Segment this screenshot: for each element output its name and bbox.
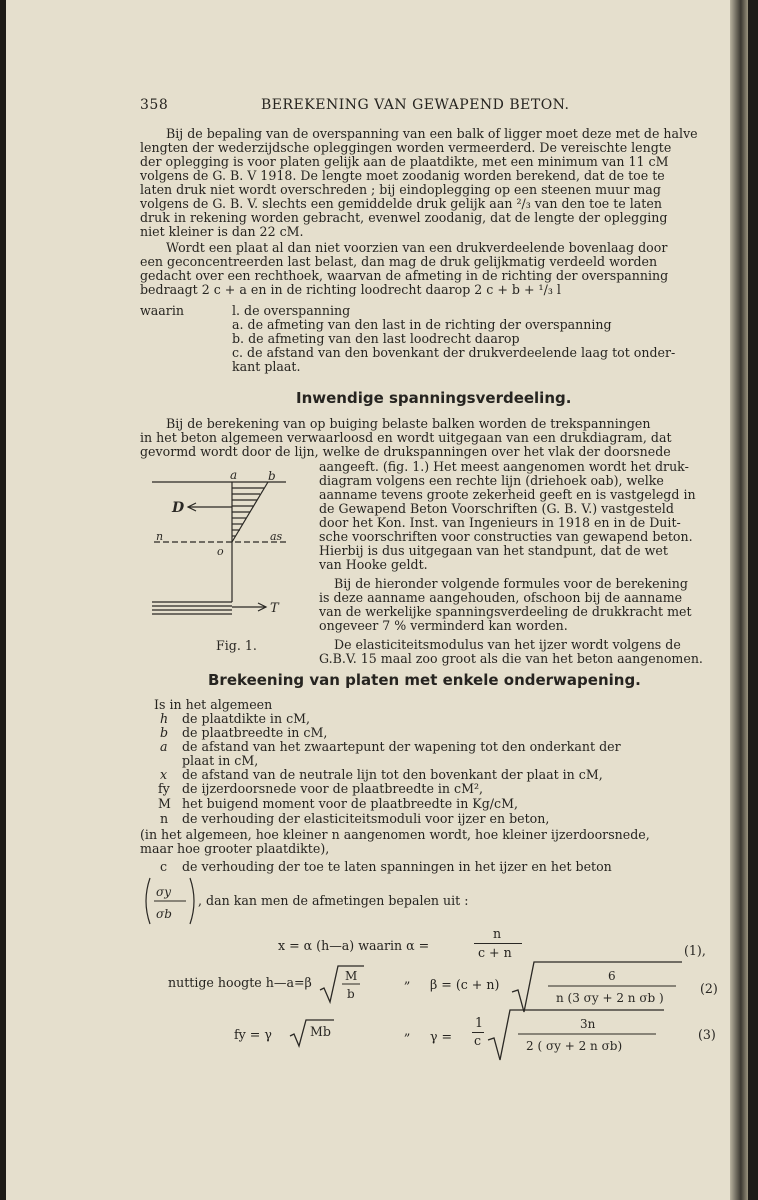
waarin-item: l. de overspanning (232, 303, 351, 318)
para4-line: is deze aanname aangehouden, ofschoon bij de aanname (319, 590, 683, 605)
page-number: 358 (140, 97, 169, 113)
para3-right-line: aanname tevens groote zekerheid geeft en is vastgelegd in (319, 487, 696, 502)
formula2-ditto: „ (404, 971, 411, 986)
para2-line: gedacht over een rechthoek, waarvan de afmeting in de richting der overspanning (140, 268, 669, 283)
formula2-left: nuttige hoogte h—a=β (168, 975, 312, 990)
label-as: as (270, 530, 283, 543)
para3-right-line: aangeeft. (fig. 1.) Het meest aangenomen wordt het druk- (319, 459, 689, 474)
label-n: n (156, 530, 164, 543)
label-b: b (268, 470, 276, 483)
def-text: de verhouding der toe te laten spanningen in het ijzer en het beton (182, 859, 612, 874)
def-symbol: h (160, 711, 169, 726)
para3-right-line: sche voorschriften voor constructies van gewapend beton. (319, 529, 693, 544)
formula1-fraction-bar (474, 943, 522, 944)
def-text: de plaatbreedte in cM, (182, 725, 328, 740)
para2-line: bedraagt 2 c + a en in de richting loodrecht daarop 2 c + b + ¹/₃ l (140, 282, 561, 297)
waarin-label: waarin (140, 303, 184, 318)
waarin-item: kant plaat. (232, 359, 301, 374)
defs-note-line: (in het algemeen, hoe kleiner n aangenomen wordt, hoe kleiner ijzerdoorsnede, (140, 827, 650, 842)
para3-right-line: door het Kon. Inst. van Ingenieurs in 1918 en in de Duit- (319, 515, 681, 530)
svg-text:b: b (347, 987, 355, 1001)
formula3-number: (3) (698, 1027, 716, 1042)
def-symbol: a (160, 739, 168, 754)
book-spine-shadow (730, 0, 748, 1200)
para4-line: van de werkelijke spanningsverdeeling de drukkracht met (319, 604, 692, 619)
svg-text:3n: 3n (580, 1017, 596, 1031)
para1-line: lengten der wederzijdsche opleggingen worden vermeerderd. De vereischte lengte (140, 140, 672, 155)
para1-line: niet kleiner is dan 22 cM. (140, 224, 304, 239)
running-head: BEREKENING VAN GEWAPEND BETON. (261, 97, 570, 113)
formula1-denominator: c + n (478, 945, 512, 960)
section-heading: Brekeening van platen met enkele onderwapening. (208, 671, 641, 689)
def-text: de afstand van de neutrale lijn tot den bovenkant der plaat in cM, (182, 767, 603, 782)
defs-intro: Is in het algemeen (154, 697, 273, 712)
def-symbol: x (160, 767, 168, 782)
svg-text:2 ( σy + 2 n σb): 2 ( σy + 2 n σb) (526, 1039, 623, 1053)
svg-text:6: 6 (608, 969, 616, 983)
para4-line: Bij de hieronder volgende formules voor de berekening (334, 576, 688, 591)
para4-line: ongeveer 7 % verminderd kan worden. (319, 618, 568, 633)
def-symbol: b (160, 725, 169, 740)
book-page (6, 0, 748, 1200)
para3-right-line: Hierbij is dus uitgegaan van het standpunt, dat de wet (319, 543, 668, 558)
para3-right-line: van Hooke geldt. (319, 557, 428, 572)
para5-line: De elasticiteitsmodulus van het ijzer wordt volgens de (334, 637, 681, 652)
para1-line: Bij de bepaling van de overspanning van een balk of ligger moet deze met de halve (166, 126, 698, 141)
para3-line: in het beton algemeen verwaarloosd en wordt uitgegaan van een drukdiagram, dat (140, 430, 672, 445)
formula2-mid: β = (c + n) (430, 977, 500, 992)
para3-line: gevormd wordt door de lijn, welke de drukspanningen over het vlak der doorsnede (140, 444, 671, 459)
formula2-radical (318, 962, 366, 1006)
def-text: plaat in cM, (182, 753, 259, 768)
figure-caption: Fig. 1. (216, 638, 257, 653)
label-T: T (270, 601, 279, 616)
svg-text:Mb: Mb (310, 1024, 331, 1039)
sigma-b: σb (156, 907, 172, 921)
para3-right-line: diagram volgens een rechte lijn (driehoek oab), welke (319, 473, 664, 488)
formula3-radical (288, 1016, 336, 1050)
svg-text:M: M (345, 969, 358, 983)
para1-line: laten druk niet wordt overschreden ; bij eindoplegging op een steenen muur mag (140, 182, 661, 197)
para1-line: druk in rekening worden gebracht, evenwel zoodanig, dat de lengte der oplegging (140, 210, 668, 225)
def-symbol: M (158, 796, 171, 811)
label-D: D (172, 500, 185, 516)
defs-note-line: maar hoe grooter plaatdikte), (140, 841, 330, 856)
stress-diagram-figure (146, 470, 306, 660)
para3-line: Bij de berekening van op buiging belaste balken worden de trekspanningen (166, 416, 651, 431)
para2-line: Wordt een plaat al dan niet voorzien van een drukverdeelende bovenlaag door (166, 240, 668, 255)
waarin-item: c. de afstand van den bovenkant der drukverdeelende laag tot onder- (232, 345, 676, 360)
def-symbol: fy (158, 781, 170, 796)
def-text: de verhouding der elasticiteitsmoduli voor ijzer en beton, (182, 811, 550, 826)
def-text: de afstand van het zwaartepunt der wapening tot den onderkant der (182, 739, 621, 754)
waarin-item: a. de afmeting van den last in de richting der overspanning (232, 317, 612, 332)
formula3-big-radical (486, 1006, 668, 1064)
stress-ratio-fraction (140, 874, 206, 928)
formula3-pre-denominator: c (474, 1033, 482, 1048)
def-text: de ijzerdoorsnede voor de plaatbreedte in cM², (182, 781, 484, 796)
label-a: a (230, 470, 238, 482)
section-heading: Inwendige spanningsverdeeling. (296, 389, 572, 407)
def-symbol: n (160, 811, 169, 826)
def-text: de plaatdikte in cM, (182, 711, 311, 726)
formula1-number: (1), (684, 943, 706, 958)
label-o: o (217, 545, 224, 558)
formula2-number: (2) (700, 981, 718, 996)
para5-line: G.B.V. 15 maal zoo groot als die van het beton aangenomen. (319, 651, 703, 666)
sigma-y: σy (156, 885, 171, 899)
svg-text:n (3 σy + 2 n σb ): n (3 σy + 2 n σb ) (556, 991, 664, 1005)
formula3-pre-numerator: 1 (475, 1015, 484, 1030)
formula3-left: fy = γ (234, 1027, 272, 1042)
formula3-mid: γ = (430, 1029, 453, 1044)
formula3-ditto: „ (404, 1023, 411, 1038)
para2-line: een geconcentreerden last belast, dan mag de druk gelijkmatig verdeeld worden (140, 254, 658, 269)
ratio-text: , dan kan men de afmetingen bepalen uit : (198, 893, 469, 908)
formula1-left: x = α (h—a) waarin α = (278, 938, 430, 953)
def-symbol: c (160, 859, 168, 874)
formula1-numerator: n (493, 926, 502, 941)
para3-right-line: de Gewapend Beton Voorschriften (G. B. V.) vastgesteld (319, 501, 674, 516)
waarin-item: b. de afmeting van den last loodrecht daarop (232, 331, 520, 346)
def-text: het buigend moment voor de plaatbreedte in Kg/cM, (182, 796, 518, 811)
para1-line: volgens de G. B. V 1918. De lengte moet zoodanig worden berekend, dat de toe te (140, 168, 665, 183)
para1-line: der oplegging is voor platen gelijk aan de plaatdikte, met een minimum van 11 cM (140, 154, 669, 169)
para1-line: volgens de G. B. V. slechts een gemiddelde druk gelijk aan ²/₃ van den toe te laten (140, 196, 662, 211)
